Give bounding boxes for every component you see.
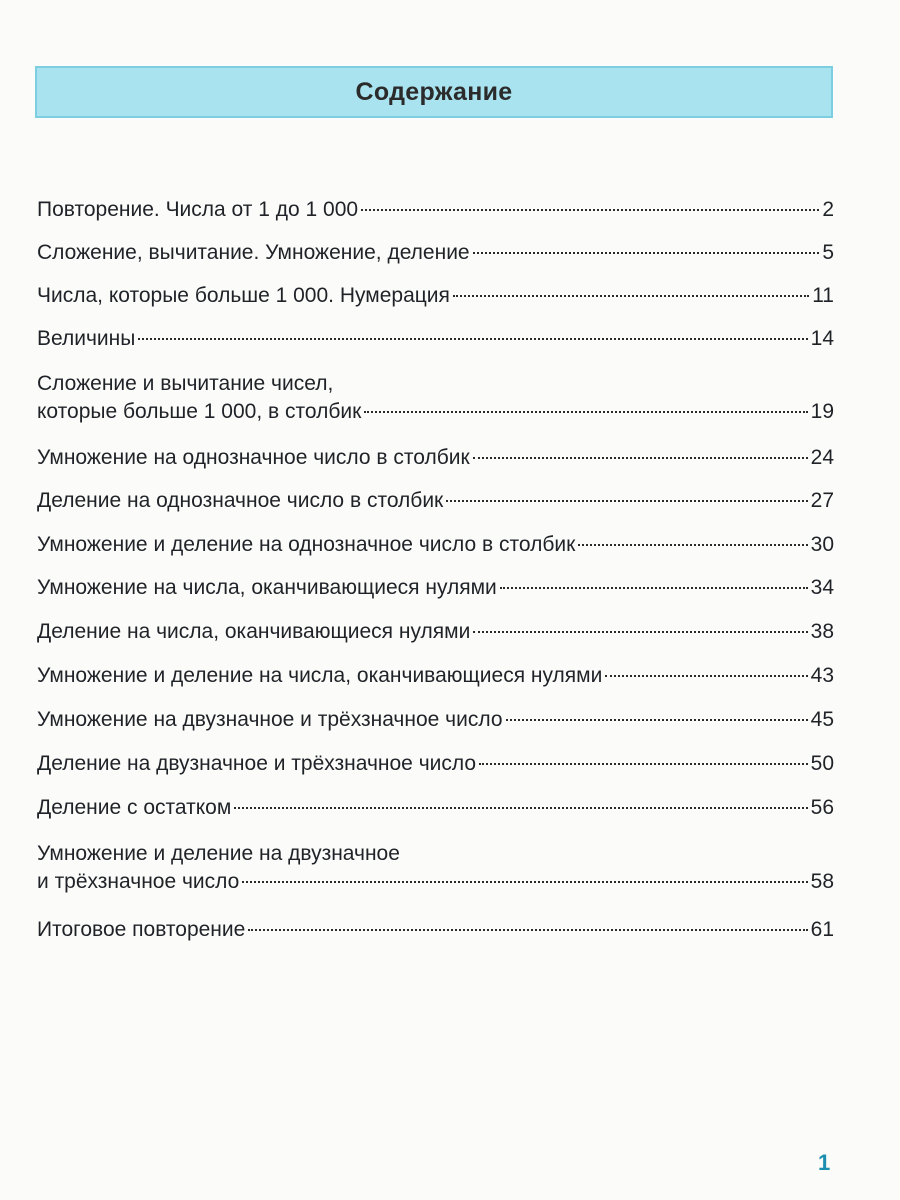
toc-entry-label: Итоговое повторение [37,918,246,941]
toc-entry-label: Деление на числа, оканчивающиеся нулями [37,620,471,643]
toc-entry [37,282,834,310]
leader-dots [479,763,808,765]
toc-entry-label: Деление на однозначное число в столбик [37,489,444,512]
toc-entry [37,662,834,690]
toc-entry-page: 27 [810,489,834,512]
toc-entry [37,794,834,822]
toc-entry-label: Сложение, вычитание. Умножение, деление [37,241,470,264]
toc-entry-label: Умножение на двузначное и трёхзначное число [37,708,503,731]
leader-dots [473,252,820,254]
leader-dots [248,929,807,931]
toc-entry [37,916,834,944]
contents-header-band [35,66,833,118]
toc-entry-page: 58 [810,870,834,893]
leader-dots [506,719,808,721]
leader-dots [364,411,807,413]
toc-entry-page: 43 [810,664,834,687]
toc-entry-label: и трёхзначное число [37,870,240,893]
leader-dots [361,209,819,211]
leader-dots [605,675,807,677]
toc-entry-page: 19 [810,400,834,423]
leader-dots [473,631,807,633]
toc-entry-label: Величины [37,327,136,350]
leader-dots [500,587,808,589]
toc-entry-label: Повторение. Числа от 1 до 1 000 [37,198,359,221]
leader-dots [242,881,807,883]
toc-entry-label: Умножение и деление на однозначное число в столбик [37,533,576,556]
toc-entry-label: которые больше 1 000, в столбик [37,400,362,423]
toc-entry [37,618,834,646]
toc-entry-page: 11 [812,284,834,307]
leader-dots [453,295,809,297]
toc-entry [37,574,834,602]
toc-entry [37,487,834,515]
toc-entry [37,196,834,224]
toc-entry [37,444,834,472]
toc-entry-label: Умножение на однозначное число в столбик [37,446,470,469]
toc-entry-page: 5 [822,241,834,264]
toc-entry [37,706,834,734]
toc-entry-page: 50 [810,752,834,775]
toc-entry [37,531,834,559]
leader-dots [234,807,807,809]
leader-dots [473,457,808,459]
toc-entry [37,868,834,896]
toc-entry-page: 38 [810,620,834,643]
toc-entry-page: 24 [810,446,834,469]
toc-entry-two-line [37,370,834,426]
toc-entry-label: Умножение на числа, оканчивающиеся нулями [37,576,497,599]
toc-entry-label: Числа, которые больше 1 000. Нумерация [37,284,450,307]
toc-entry-two-line [37,840,834,896]
toc-entry [37,325,834,353]
toc-entry-label-line1: Сложение и вычитание чисел, [37,372,334,395]
toc-entry-page: 45 [810,708,834,731]
leader-dots [446,500,807,502]
toc-entry-label: Деление на двузначное и трёхзначное число [37,752,477,775]
toc-entry [37,239,834,267]
toc-entry-page: 14 [810,327,834,350]
toc-entry-page: 2 [822,198,834,221]
toc-entry [37,750,834,778]
toc-entry-page: 30 [810,533,834,556]
leader-dots [578,544,807,546]
toc-entry-page: 34 [810,576,834,599]
toc-entry-label: Умножение и деление на числа, оканчивающиеся нулями [37,664,603,687]
toc-entry [37,398,834,426]
toc-entry-page: 61 [810,918,834,941]
toc-entry-page: 56 [810,796,834,819]
page-title: Содержание [355,77,513,106]
leader-dots [138,338,807,340]
page-number: 1 [818,1150,831,1175]
toc-entry-label: Деление с остатком [37,796,232,819]
toc-entry-label-line1: Умножение и деление на двузначное [37,842,400,865]
